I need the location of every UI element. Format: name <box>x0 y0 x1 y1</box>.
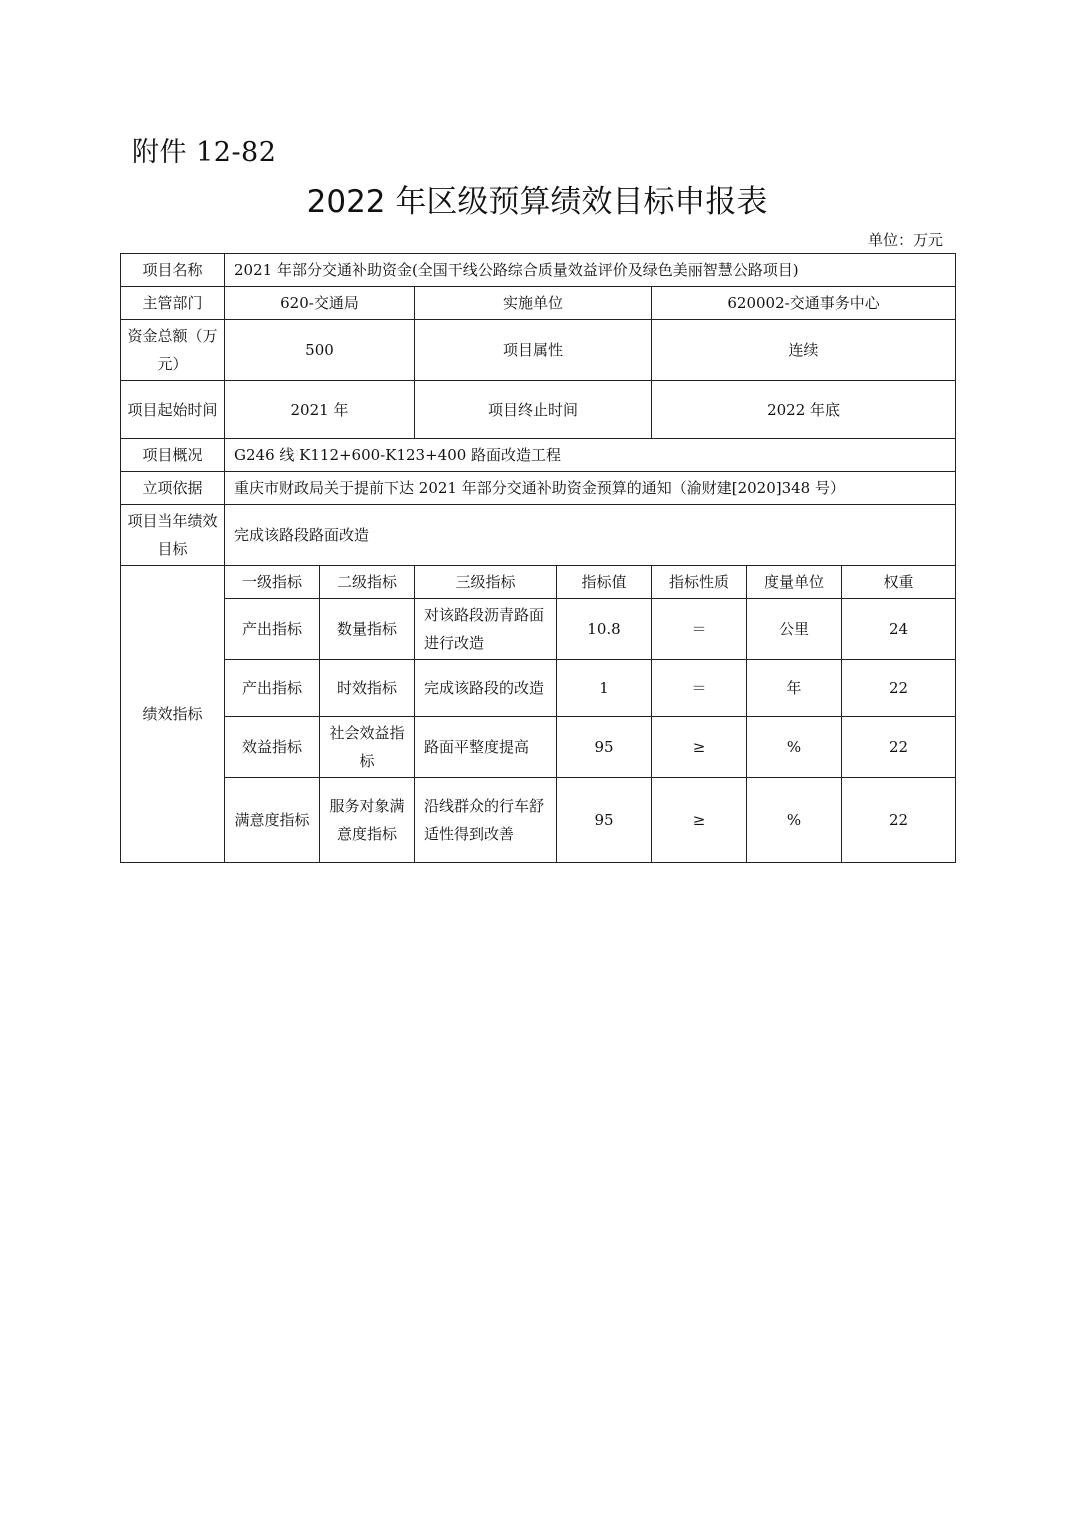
cell-level3: 路面平整度提高 <box>415 717 557 778</box>
fund-value: 500 <box>225 320 415 381</box>
cell-weight: 22 <box>842 778 956 863</box>
end-label: 项目终止时间 <box>415 381 652 439</box>
row-project-name <box>121 254 956 287</box>
cell-level2: 服务对象满意度指标 <box>320 778 415 863</box>
dept-value: 620-交通局 <box>225 287 415 320</box>
indicators-section-label: 绩效指标 <box>121 566 225 863</box>
header-level2: 二级指标 <box>320 566 415 599</box>
cell-weight: 24 <box>842 599 956 660</box>
cell-level2: 社会效益指标 <box>320 717 415 778</box>
row-department <box>121 287 956 320</box>
goal-value: 完成该路段路面改造 <box>225 505 956 566</box>
table-row <box>121 717 956 778</box>
indicator-header-row <box>121 566 956 599</box>
cell-level2: 时效指标 <box>320 660 415 717</box>
cell-level3: 对该路段沥青路面进行改造 <box>415 599 557 660</box>
cell-level1: 效益指标 <box>225 717 320 778</box>
basis-label: 立项依据 <box>121 472 225 505</box>
cell-level3: 完成该路段的改造 <box>415 660 557 717</box>
impl-value: 620002-交通事务中心 <box>652 287 956 320</box>
header-level1: 一级指标 <box>225 566 320 599</box>
impl-label: 实施单位 <box>415 287 652 320</box>
header-nature: 指标性质 <box>652 566 747 599</box>
cell-value: 95 <box>557 778 652 863</box>
end-value: 2022 年底 <box>652 381 956 439</box>
header-weight: 权重 <box>842 566 956 599</box>
cell-level3: 沿线群众的行车舒适性得到改善 <box>415 778 557 863</box>
cell-level2: 数量指标 <box>320 599 415 660</box>
dept-label: 主管部门 <box>121 287 225 320</box>
unit-label: 单位：万元 <box>867 231 943 249</box>
row-goal <box>121 505 956 566</box>
header-level3: 三级指标 <box>415 566 557 599</box>
row-overview <box>121 439 956 472</box>
header-value: 指标值 <box>557 566 652 599</box>
attr-value: 连续 <box>652 320 956 381</box>
cell-nature: ≥ <box>652 778 747 863</box>
goal-label: 项目当年绩效目标 <box>121 505 225 566</box>
project-name-label: 项目名称 <box>121 254 225 287</box>
overview-value: G246 线 K112+600-K123+400 路面改造工程 <box>225 439 956 472</box>
cell-unit: 公里 <box>747 599 842 660</box>
cell-nature: ≥ <box>652 717 747 778</box>
start-value: 2021 年 <box>225 381 415 439</box>
attachment-number: 附件 12-82 <box>132 137 277 168</box>
cell-weight: 22 <box>842 717 956 778</box>
cell-unit: 年 <box>747 660 842 717</box>
cell-nature: ＝ <box>652 660 747 717</box>
cell-value: 95 <box>557 717 652 778</box>
cell-weight: 22 <box>842 660 956 717</box>
table-row <box>121 599 956 660</box>
row-fund <box>121 320 956 381</box>
fund-label: 资金总额（万元） <box>121 320 225 381</box>
start-label: 项目起始时间 <box>121 381 225 439</box>
overview-label: 项目概况 <box>121 439 225 472</box>
project-name-value: 2021 年部分交通补助资金(全国干线公路综合质量效益评价及绿色美丽智慧公路项目) <box>225 254 956 287</box>
header-unit: 度量单位 <box>747 566 842 599</box>
cell-value: 10.8 <box>557 599 652 660</box>
row-basis <box>121 472 956 505</box>
cell-unit: % <box>747 778 842 863</box>
cell-level1: 产出指标 <box>225 599 320 660</box>
cell-level1: 产出指标 <box>225 660 320 717</box>
budget-form-table <box>120 253 956 863</box>
basis-value: 重庆市财政局关于提前下达 2021 年部分交通补助资金预算的通知（渝财建[2020]348 号） <box>225 472 956 505</box>
cell-level1: 满意度指标 <box>225 778 320 863</box>
cell-unit: % <box>747 717 842 778</box>
table-row <box>121 778 956 863</box>
row-period <box>121 381 956 439</box>
page-title: 2022 年区级预算绩效目标申报表 <box>306 184 768 220</box>
table-row <box>121 660 956 717</box>
cell-value: 1 <box>557 660 652 717</box>
cell-nature: ＝ <box>652 599 747 660</box>
attr-label: 项目属性 <box>415 320 652 381</box>
